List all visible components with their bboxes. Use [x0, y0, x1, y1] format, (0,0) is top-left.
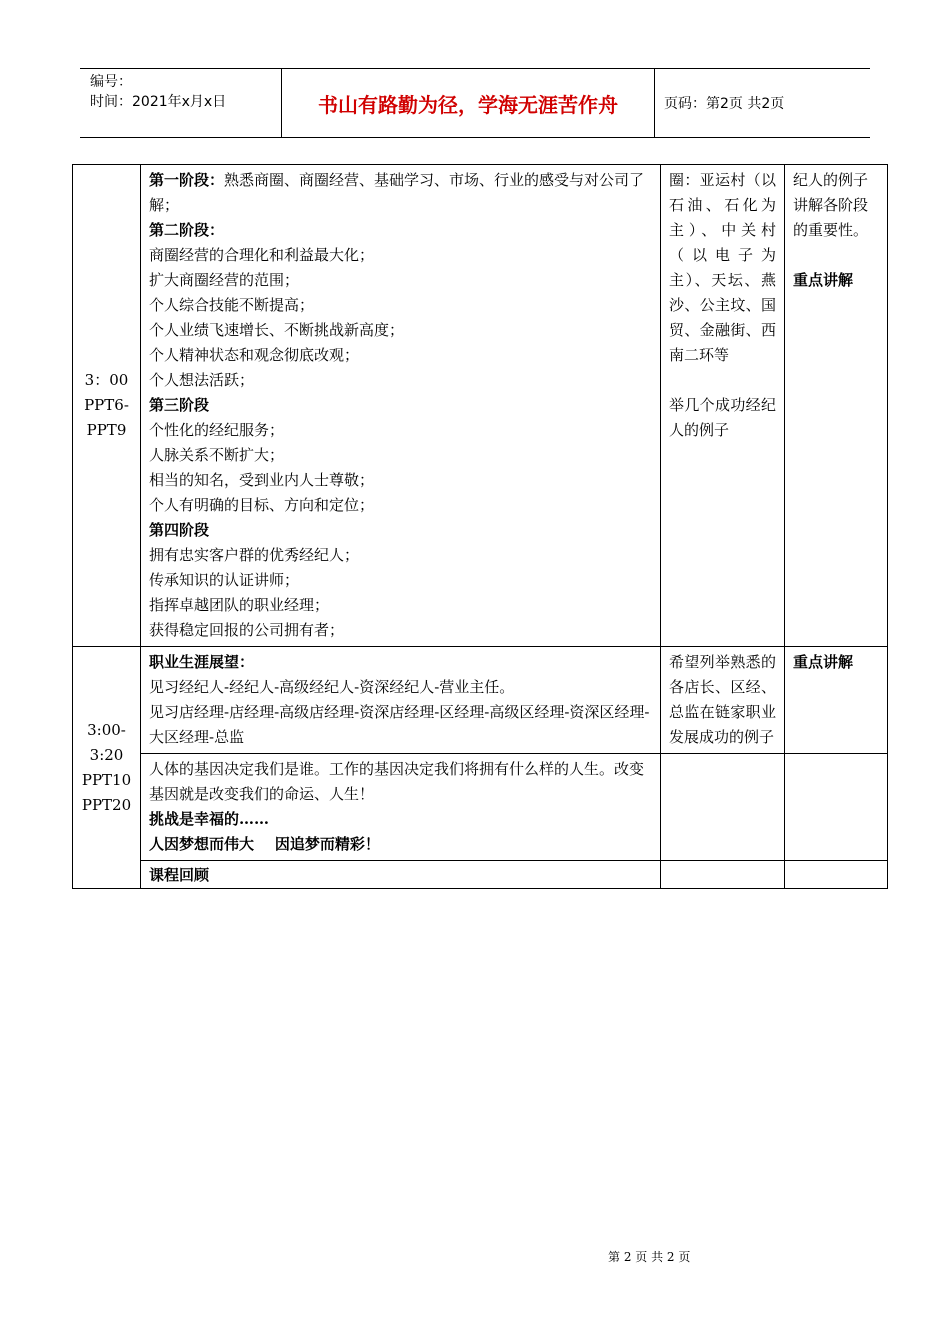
time-cell: [73, 647, 141, 889]
time-cell: [73, 165, 141, 647]
notes-cell: [661, 754, 785, 861]
time-line: PPT9: [86, 421, 127, 439]
content-line: 人脉关系不断扩大；: [149, 446, 285, 464]
time-line: 3:20: [89, 745, 124, 764]
stage-title: 第一阶段：: [149, 171, 225, 189]
content-line: 个人有明确的目标、方向和定位；: [149, 496, 375, 514]
content-line: 个人想法活跃；: [149, 371, 255, 389]
time-line: PPT10: [81, 770, 132, 789]
notes-cell: [661, 861, 785, 889]
notes-text: 举几个成功经纪人的例子: [669, 396, 776, 439]
table-row: [73, 754, 888, 861]
notes-cell: [661, 647, 785, 754]
content-line: 相当的知名，受到业内人士尊敬；: [149, 471, 375, 489]
header-motto: 书山有路勤为径，学海无涯苦作舟: [281, 69, 655, 137]
number-label: 编号：: [90, 74, 132, 90]
table-row: [73, 165, 888, 647]
content-line: 获得稳定回报的公司拥有者；: [149, 621, 345, 639]
content-bold-line: 挑战是幸福的……: [149, 810, 270, 828]
method-emphasis: 重点讲解: [793, 653, 854, 671]
content-cell: [141, 165, 661, 647]
notes-text: 希望列举熟悉的各店长、区经、总监在链家职业发展成功的例子: [669, 653, 776, 746]
content-line: 第一阶段：熟悉商圈、商圈经营、基础学习、市场、行业的感受与对公司了解；: [149, 171, 645, 214]
content-line: 拥有忠实客户群的优秀经纪人；: [149, 546, 360, 564]
content-line: 个人综合技能不断提高；: [149, 296, 315, 314]
content-line: 扩大商圈经营的范围；: [149, 271, 300, 289]
content-line: 个人业绩飞速增长、不断挑战新高度；: [149, 321, 405, 339]
method-cell: [785, 165, 888, 647]
content-cell: [141, 647, 661, 754]
content-line: 个人精神状态和观念彻底改观；: [149, 346, 360, 364]
stage-title: 第三阶段: [149, 396, 210, 414]
method-cell: [785, 647, 888, 754]
content-line: 人体的基因决定我们是谁。工作的基因决定我们将拥有什么样的人生。改变基因就是改变我们的命运、人生！: [149, 760, 645, 803]
content-line: 传承知识的认证讲师；: [149, 571, 300, 589]
lesson-plan-table: [72, 164, 888, 889]
notes-text: 圈：亚运村（以石油、石化为主）、中关村（以电子为主）、天坛、燕沙、公主坟、国贸、金融街、西南二环等: [669, 171, 776, 364]
stage-title: 第二阶段：: [149, 221, 225, 239]
stage-title: 第四阶段: [149, 521, 210, 539]
content-line: 商圈经营的合理化和利益最大化；: [149, 246, 375, 264]
time-line: PPT6-: [84, 396, 129, 414]
time-line: 3:00-: [87, 720, 126, 739]
time-label: 时间：2021年x月x日: [90, 94, 227, 110]
content-line: 见习经纪人-经纪人-高级经纪人-资深经纪人-营业主任。: [149, 678, 515, 696]
time-line: PPT20: [81, 795, 132, 814]
section-title: 职业生涯展望：: [149, 653, 255, 671]
content-cell: [141, 754, 661, 861]
header-meta: [80, 69, 280, 137]
section-title: 课程回顾: [149, 866, 210, 884]
content-line: 见习店经理-店经理-高级店经理-资深店经理-区经理-高级区经理-资深区经理-大区经理-总监: [149, 703, 650, 746]
content-line: 个性化的经纪服务；: [149, 421, 285, 439]
content-cell: [141, 861, 661, 889]
page-footer: 第 2 页 共 2 页: [608, 1250, 691, 1264]
table-row: [73, 861, 888, 889]
content-bold-line: 人因梦想而伟大 因追梦而精彩！: [149, 835, 380, 853]
page-header: [80, 68, 870, 138]
page-number-label: 页码：第2页 共2页: [664, 96, 785, 112]
method-emphasis: 重点讲解: [793, 271, 854, 289]
method-cell: [785, 754, 888, 861]
method-cell: [785, 861, 888, 889]
time-line: 3：00: [84, 371, 129, 389]
table-row: [73, 647, 888, 754]
method-text: 纪人的例子讲解各阶段的重要性。: [793, 171, 869, 239]
content-line: 指挥卓越团队的职业经理；: [149, 596, 330, 614]
notes-cell: [661, 165, 785, 647]
